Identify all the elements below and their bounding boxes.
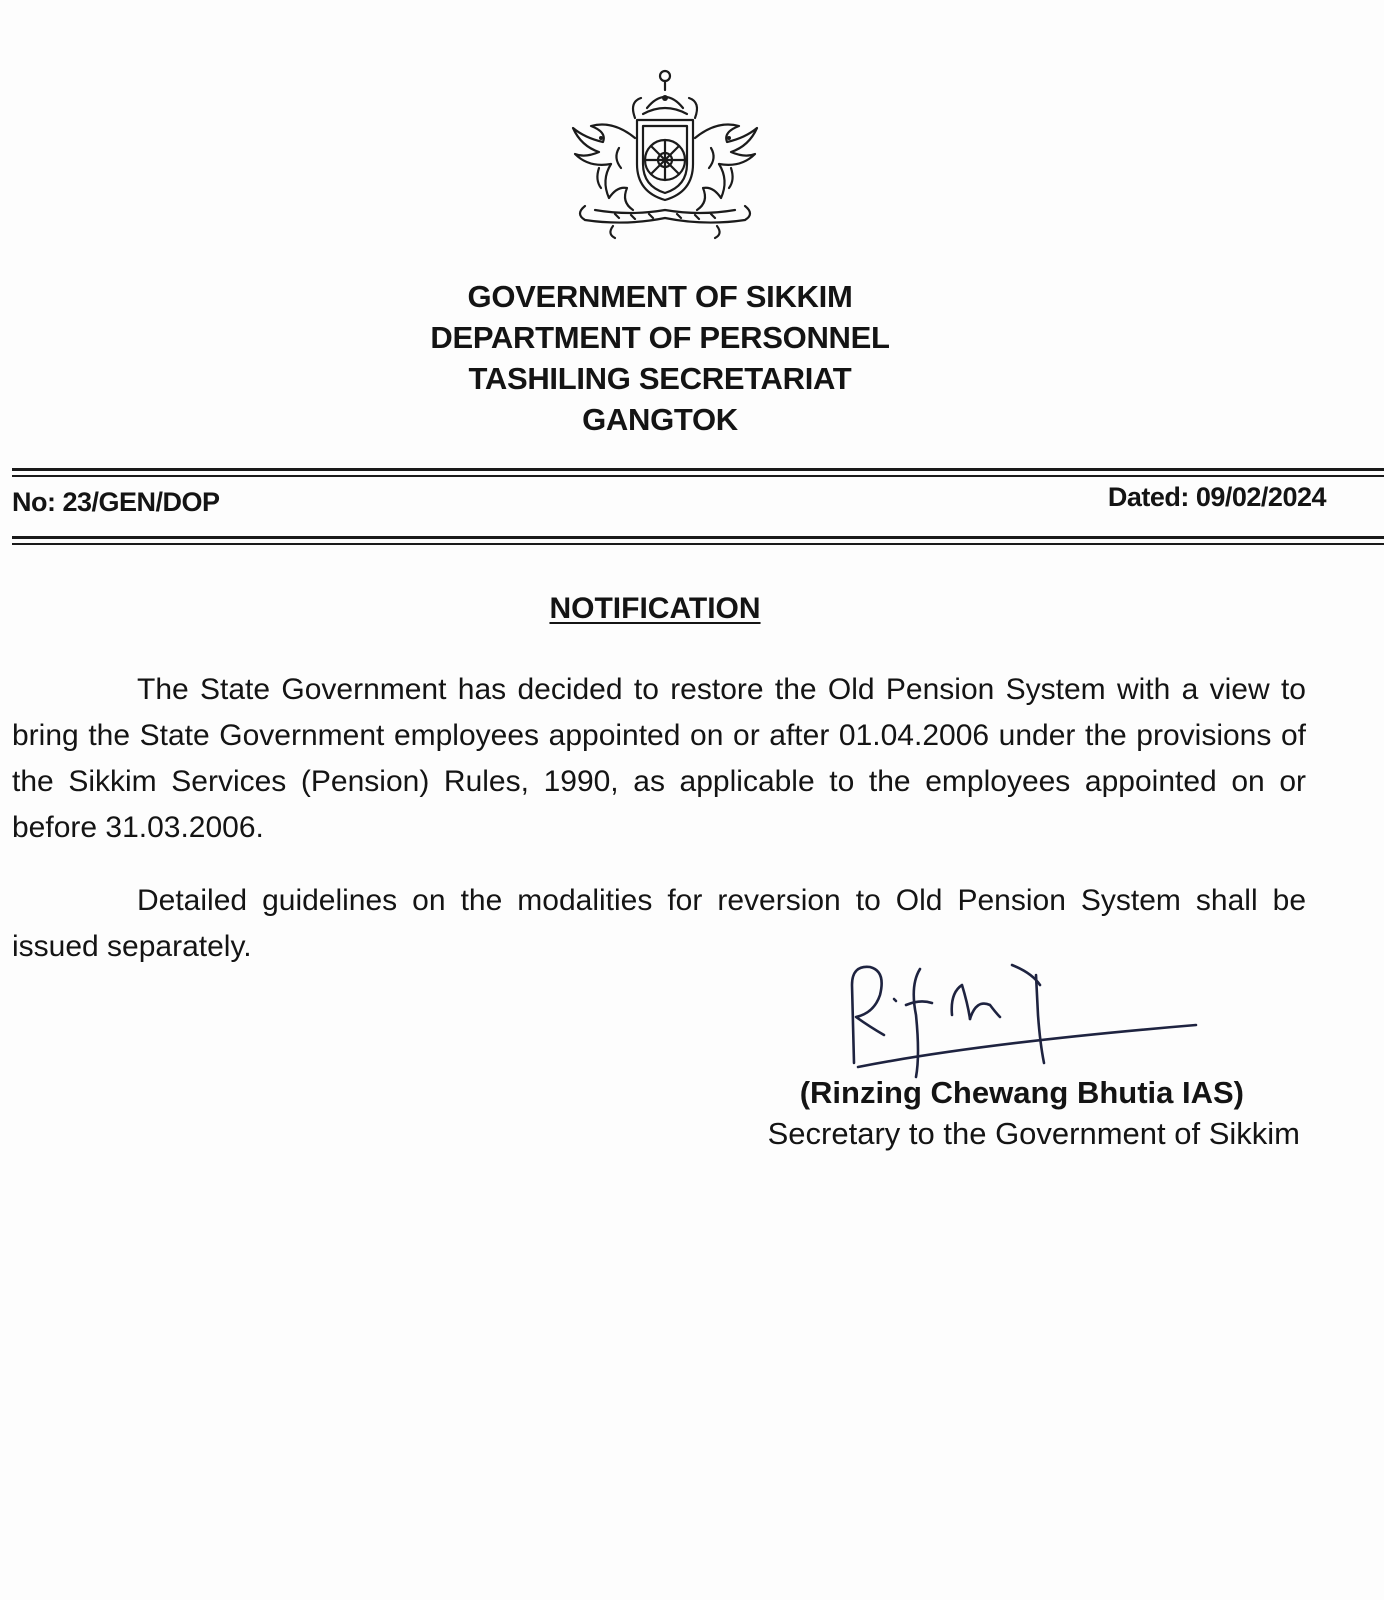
- reference-number: No: 23/GEN/DOP: [12, 487, 220, 517]
- header-divider-top-thin: [12, 475, 1384, 477]
- header-department: DEPARTMENT OF PERSONNEL: [430, 320, 890, 355]
- signatory-name: (Rinzing Chewang Bhutia IAS): [799, 1075, 1244, 1110]
- signatory-designation: Secretary to the Government of Sikkim: [767, 1116, 1300, 1151]
- header-divider-bottom-thin: [12, 543, 1384, 545]
- notification-heading: NOTIFICATION: [549, 592, 761, 625]
- header-government: GOVERNMENT OF SIKKIM: [467, 279, 853, 314]
- header-divider-bottom: [12, 536, 1384, 539]
- handwritten-signature-icon: [840, 955, 1205, 1085]
- body-paragraph-1: The State Government has decided to restore the Old Pension System with a view to bring the State Government employees appointed on or after 01.04.2006 under the provisions of the Sikkim Services (Pension) Rules, 1990, as applicable to the employees appointed on or before 31.03.2006.: [12, 673, 1306, 844]
- header-divider-top: [12, 468, 1384, 471]
- reference-date: Dated: 09/02/2024: [1107, 482, 1326, 512]
- sikkim-state-emblem-icon: [555, 68, 775, 243]
- document-title: [0, 592, 1310, 626]
- header-city: GANGTOK: [582, 402, 738, 437]
- header-secretariat: TASHILING SECRETARIAT: [468, 361, 852, 396]
- office-header: [0, 276, 1320, 440]
- body-paragraph-2: Detailed guidelines on the modalities for reversion to Old Pension System shall be issued separately.: [12, 884, 1306, 963]
